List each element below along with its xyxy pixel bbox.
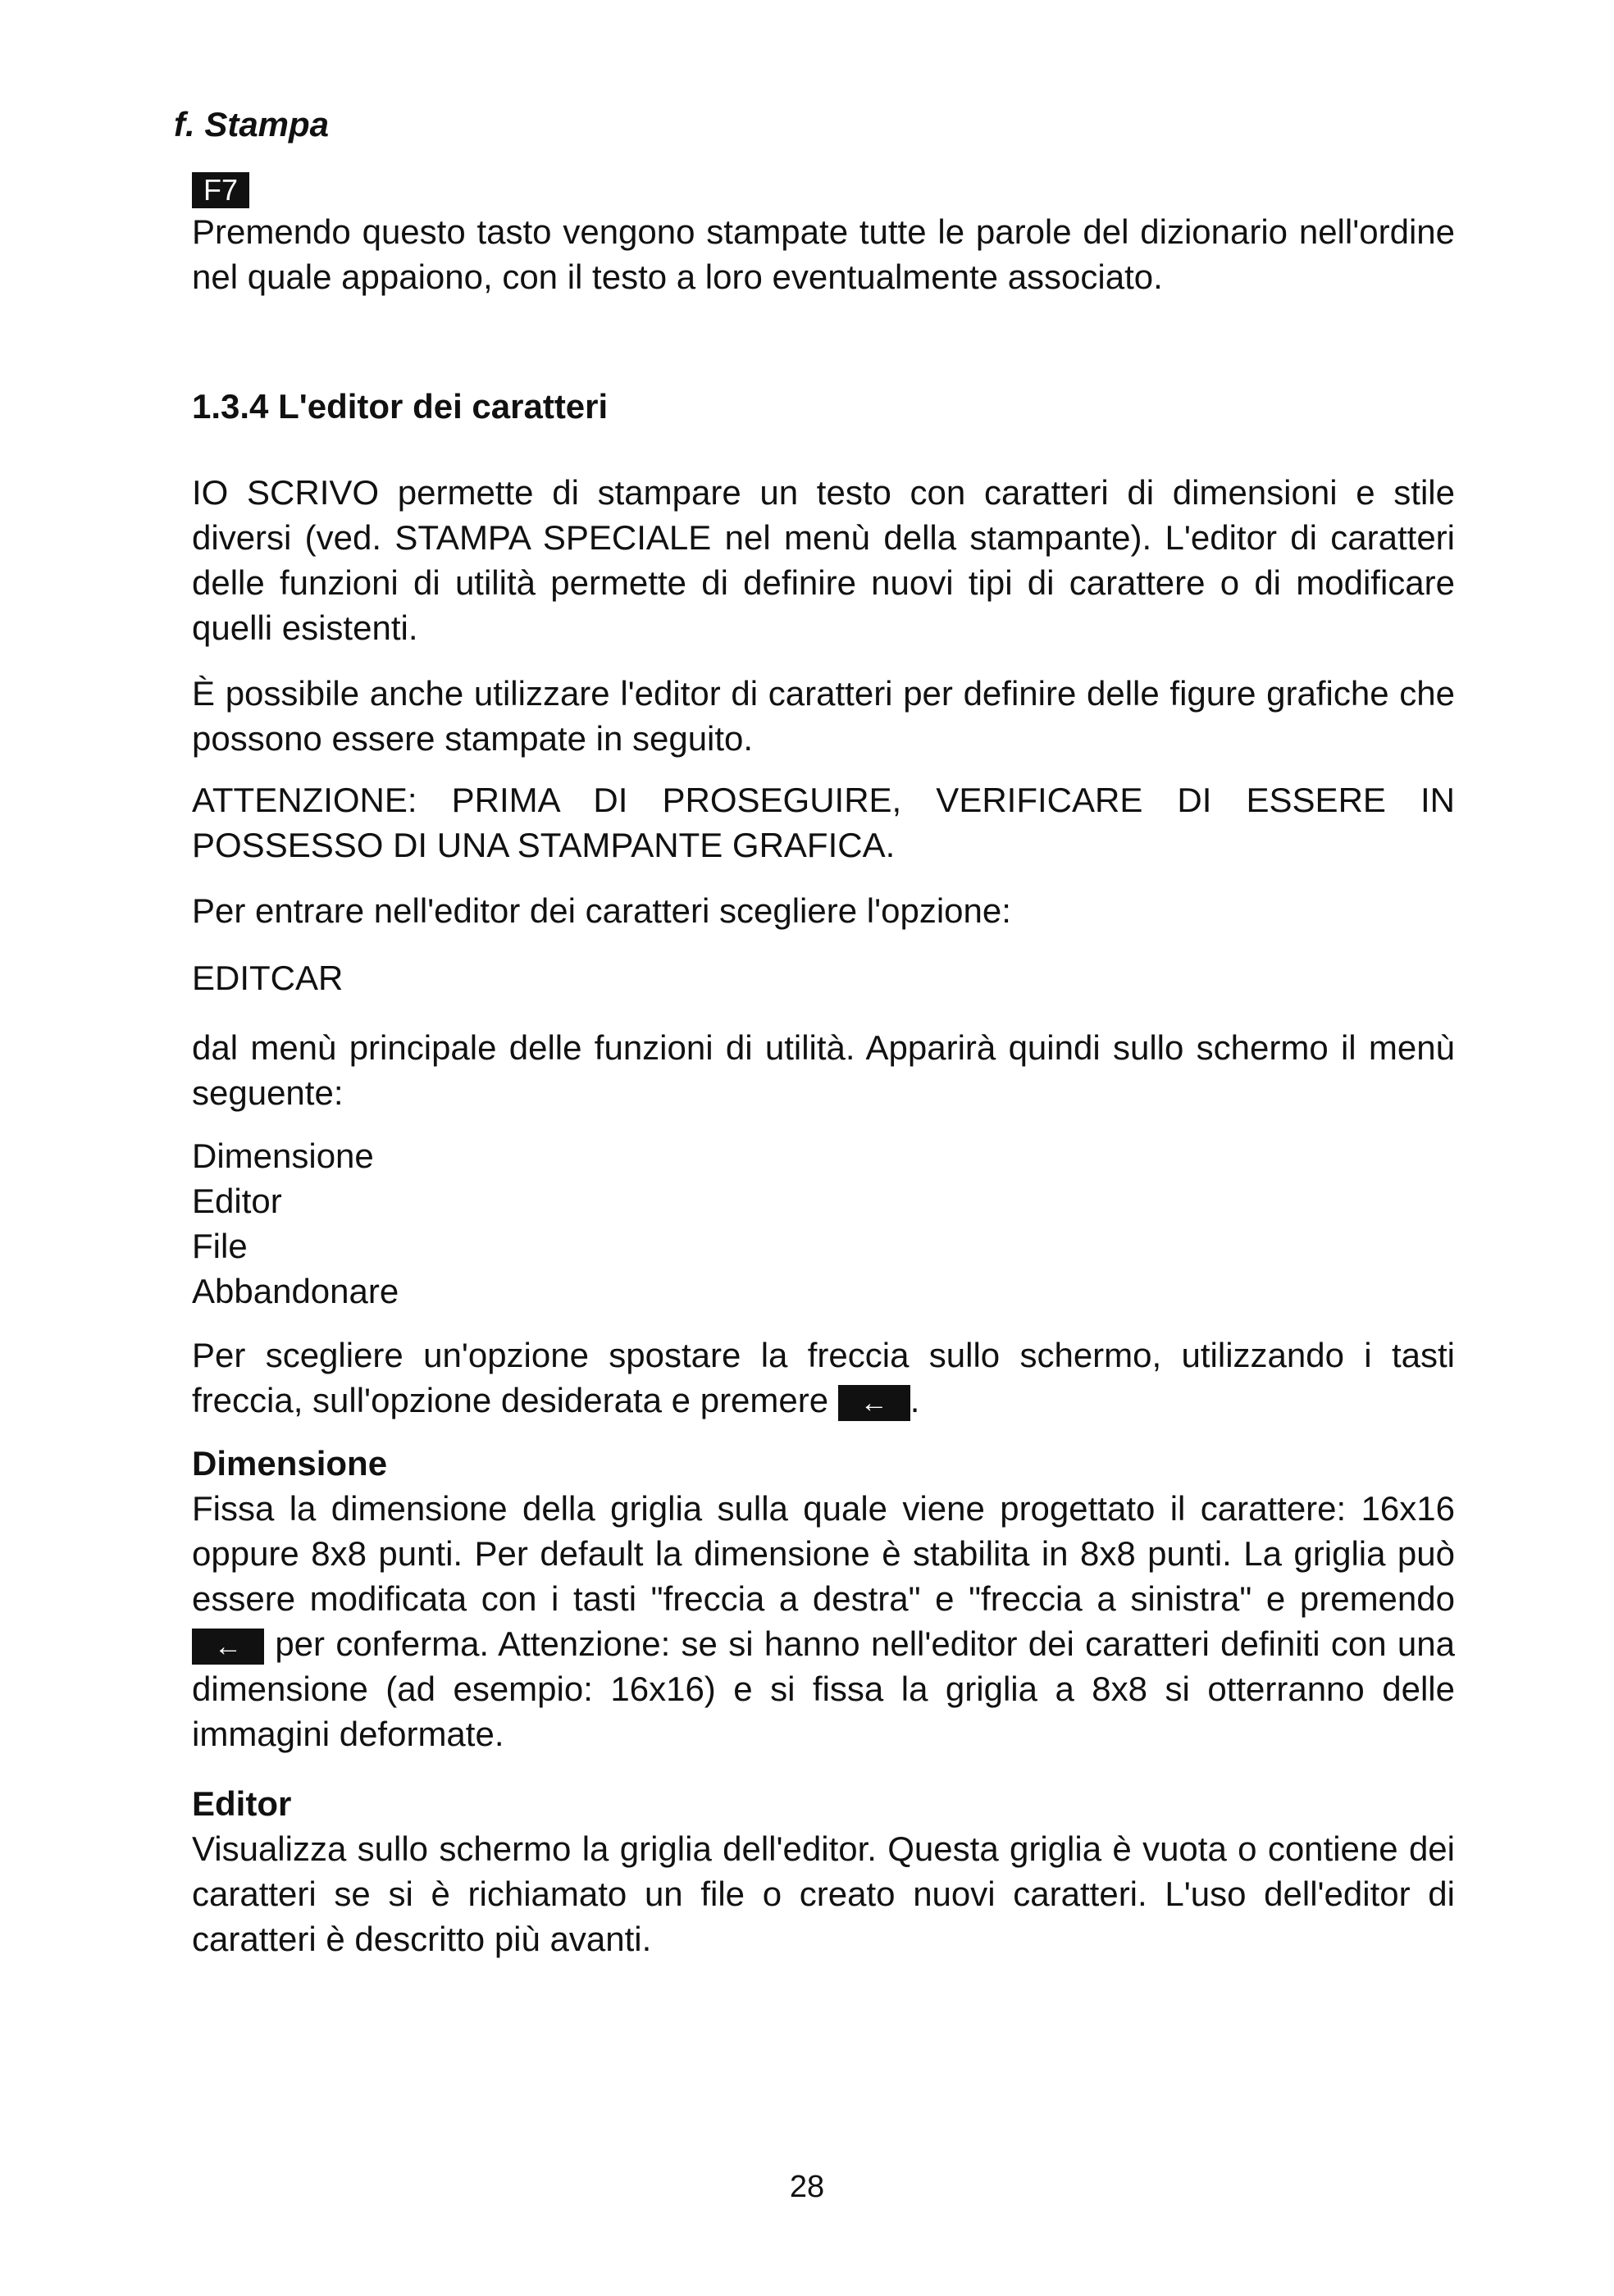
editor-heading: Editor — [192, 1784, 292, 1823]
choose-option-end: . — [910, 1381, 920, 1419]
dimensione-description — [192, 1486, 1455, 1756]
menu-item-abbandonare: Abbandonare — [192, 1272, 399, 1310]
editor-menu-list — [192, 1133, 1455, 1314]
paragraph-intro: IO SCRIVO permette di stampare un testo con caratteri di dimensioni e stile diversi (ved. STAMPA SPECIALE nel menù della stampante). L'editor di caratteri delle funzioni di utilità permette di definire nuovi tipi di carattere o di modificare quelli esistenti. — [192, 473, 1455, 647]
dimensione-text-b: per conferma. Attenzione: se si hanno nell'editor dei caratteri definiti con una dimensione (ad esempio: 16x16) e si fissa la griglia a 8x8 si otterranno delle immagini deformate. — [192, 1624, 1455, 1753]
menu-item-editor: Editor — [192, 1182, 282, 1220]
paragraph-main-menu: dal menù principale delle funzioni di utilità. Apparirà quindi sullo schermo il menù seguente: — [192, 1028, 1455, 1112]
enter-key-icon: ← — [838, 1385, 910, 1421]
heading-1-3-4: 1.3.4 L'editor dei caratteri — [192, 387, 609, 426]
choose-option-text: Per scegliere un'opzione spostare la freccia sullo schermo, utilizzando i tasti freccia, sull'opzione desiderata e premere — [192, 1336, 1455, 1419]
paragraph-graphics: È possibile anche utilizzare l'editor di caratteri per definire delle figure grafiche che possono essere stampate in seguito. — [192, 674, 1455, 758]
option-editcar: EDITCAR — [192, 959, 344, 997]
enter-key-icon: ← — [192, 1629, 264, 1665]
f7-block — [192, 172, 1455, 208]
dimensione-text-a: Fissa la dimensione della griglia sulla quale viene progettato il carattere: 16x16 oppure 8x8 punti. Per default la dimensione è stabilita in 8x8 punti. La griglia può essere modificata con i tasti "freccia a destra" e "freccia a sinistra" e premendo — [192, 1489, 1455, 1618]
section-title: f. Stampa — [174, 105, 330, 144]
f7-key: F7 — [192, 172, 249, 208]
menu-item-dimensione: Dimensione — [192, 1137, 374, 1175]
page-number: 28 — [789, 2170, 825, 2204]
paragraph-warning: ATTENZIONE: PRIMA DI PROSEGUIRE, VERIFICARE DI ESSERE IN POSSESSO DI UNA STAMPANTE GRAFICA. — [192, 781, 1455, 864]
f7-description: Premendo questo tasto vengono stampate tutte le parole del dizionario nell'ordine nel quale appaiono, con il testo a loro eventualmente associato. — [192, 212, 1455, 296]
editor-description: Visualizza sullo schermo la griglia dell'editor. Questa griglia è vuota o contiene dei caratteri se si è richiamato un file o creato nuovi caratteri. L'uso dell'editor di caratteri è descritto più avanti. — [192, 1829, 1455, 1958]
menu-item-file: File — [192, 1227, 248, 1265]
paragraph-choose-option — [192, 1332, 1455, 1423]
paragraph-enter-editor: Per entrare nell'editor dei caratteri scegliere l'opzione: — [192, 891, 1011, 930]
dimensione-heading: Dimensione — [192, 1444, 388, 1483]
